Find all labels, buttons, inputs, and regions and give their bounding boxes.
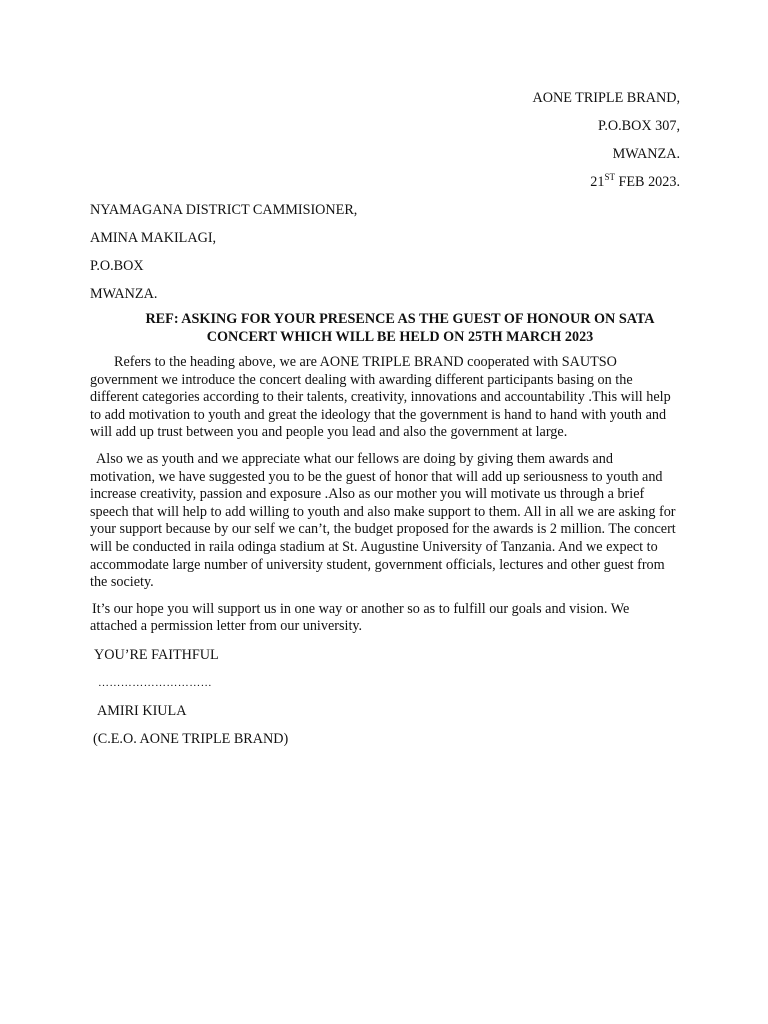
recipient-title: NYAMAGANA DISTRICT CAMMISIONER, bbox=[90, 202, 358, 218]
sender-address bbox=[90, 88, 680, 192]
recipient-city: MWANZA. bbox=[90, 286, 158, 302]
signer-name: AMIRI KIULA bbox=[97, 702, 187, 719]
signature-line: ………………………… bbox=[98, 676, 212, 689]
letter-page bbox=[90, 88, 680, 757]
body-paragraph-2: Also we as youth and we appreciate what our fellows are doing by giving them awards and motivation, we have suggested you to be the guest of honor that will add up seriousness to youth and increase creativity, passion and exposure .Also as our mother you will motivate us through a brief speech that will help to add willing to youth and also make support to them. All in all we are asking for your support because by our self we can’t, the budget proposed for the awards is 2 million. The concert will be conducted in raila odinga stadium at St. Augustine University of Tanzania. And we expect to accommodate large number of university student, government officials, lectures and other guest from the society. bbox=[90, 450, 676, 591]
recipient-address bbox=[90, 200, 680, 304]
reference-heading: REF: ASKING FOR YOUR PRESENCE AS THE GUEST OF HONOUR ON SATA CONCERT WHICH WILL BE HELD ON 25TH MARCH 2023 bbox=[145, 311, 655, 345]
body-paragraph-3: It’s our hope you will support us in one way or another so as to fulfill our goals and vision. We attached a permission letter from our university. bbox=[90, 600, 630, 635]
recipient-name: AMINA MAKILAGI, bbox=[90, 230, 217, 246]
closing-block bbox=[90, 645, 680, 749]
date-day: 21 bbox=[590, 174, 605, 190]
letter-date bbox=[90, 172, 680, 192]
signer-title: (C.E.O. AONE TRIPLE BRAND) bbox=[93, 730, 289, 747]
body-paragraph-1: Refers to the heading above, we are AONE TRIPLE BRAND cooperated with SAUTSO government we introduce the concert dealing with awarding different participants basing on the different categories according to their talents, creativity, innovations and accountability .This will help to add motivation to youth and great the ideology that the government is hand to hand with youth and will add up trust between you and people you lead and also the government at large. bbox=[90, 354, 671, 441]
sender-po-box: P.O.BOX 307, bbox=[598, 118, 680, 134]
date-ordinal-suffix: ST bbox=[604, 172, 615, 182]
sender-name: AONE TRIPLE BRAND, bbox=[532, 90, 680, 106]
closing-salutation: YOU’RE FAITHFUL bbox=[94, 646, 219, 663]
date-month-year: FEB 2023. bbox=[614, 174, 680, 190]
sender-city: MWANZA. bbox=[612, 146, 680, 162]
recipient-po-box: P.O.BOX bbox=[90, 258, 144, 274]
